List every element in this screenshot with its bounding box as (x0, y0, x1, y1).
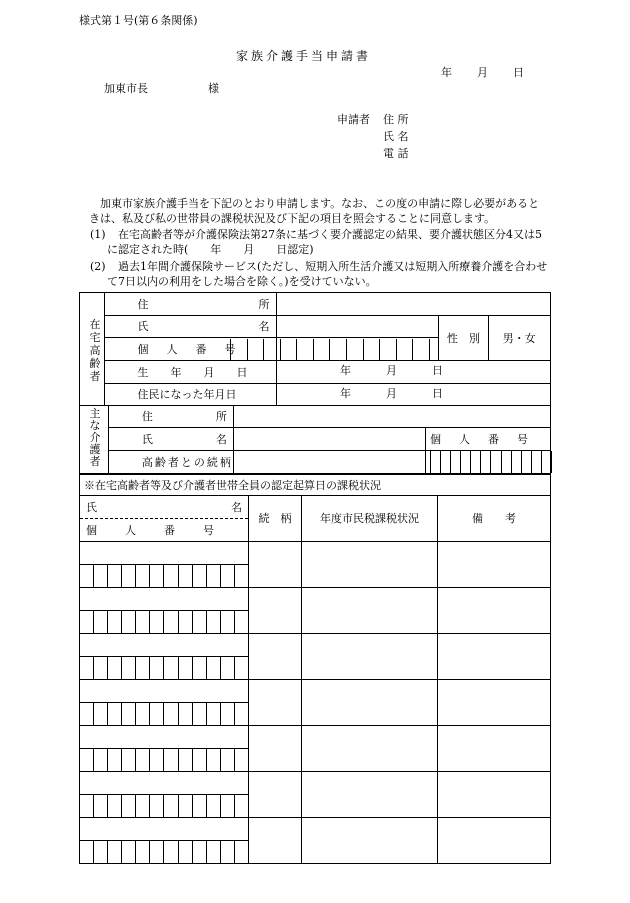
tax-relation-header: 続 柄 (249, 496, 302, 542)
table-row (80, 726, 551, 772)
tax-person-cell[interactable] (80, 726, 249, 772)
tax-id-header: 個人番号 (86, 523, 242, 537)
tax-remarks-field[interactable] (438, 680, 551, 726)
tax-status-field[interactable] (301, 818, 437, 864)
elderly-address-label-cell (104, 293, 276, 316)
caregiver-relation-field[interactable] (233, 451, 425, 474)
caregiver-relation-label: 高齢者との続柄 (108, 451, 233, 474)
form-number: 様式第１号(第６条関係) (79, 14, 198, 27)
elderly-birth-year: 年 (340, 364, 351, 377)
tax-status-field[interactable] (301, 726, 437, 772)
tax-id-boxes[interactable] (80, 611, 248, 633)
caregiver-name-field[interactable] (233, 428, 425, 451)
tax-person-cell[interactable] (80, 818, 249, 864)
tax-name-header: 氏 名 (86, 500, 242, 514)
tax-status-field[interactable] (301, 772, 437, 818)
tax-remarks-field[interactable] (438, 726, 551, 772)
tax-person-cell[interactable] (80, 588, 249, 634)
elderly-birth-field[interactable] (276, 361, 550, 384)
caregiver-address-label: 住 所 (141, 410, 227, 423)
caregiver-name-label: 氏 名 (141, 432, 227, 446)
elderly-resident-field[interactable] (276, 384, 550, 406)
tax-relation-field[interactable] (249, 726, 302, 772)
caregiver-id-label-cell (425, 428, 550, 451)
tax-status-field[interactable] (301, 634, 437, 680)
elderly-birth-label-cell (104, 361, 276, 384)
tax-relation-field[interactable] (249, 542, 302, 588)
date-day-label: 日 (513, 66, 524, 79)
applicant-name-label: 氏 名 (383, 130, 409, 143)
tax-status-field[interactable] (301, 542, 437, 588)
tax-heading-row (80, 475, 551, 496)
condition-1-text: 在宅高齢者等が介護保険法第27条に基づく要介護認定の結果、要介護状態区分4又は5に認定された時( 年 月 日認定) (107, 228, 542, 256)
tax-status-header: 年度市民税課税状況 (301, 496, 437, 542)
addressee: 加東市長 (104, 82, 148, 95)
tax-id-boxes[interactable] (80, 657, 248, 679)
tax-name-field[interactable] (80, 588, 248, 611)
tax-id-boxes[interactable] (80, 795, 248, 817)
tax-relation-field[interactable] (249, 680, 302, 726)
elderly-birth-day: 日 (432, 364, 443, 377)
page-title: 家族介護手当申請書 (236, 49, 372, 63)
tax-remarks-field[interactable] (438, 588, 551, 634)
tax-name-id-header (80, 496, 249, 542)
tax-remarks-field[interactable] (438, 634, 551, 680)
tax-status-field[interactable] (301, 680, 437, 726)
tax-name-field[interactable] (80, 680, 248, 703)
honorific: 様 (208, 82, 219, 95)
date-year-label: 年 (441, 66, 452, 79)
elderly-resident-label: 住民になった年月日 (104, 384, 276, 406)
tax-name-field[interactable] (80, 542, 248, 565)
elderly-address-label: 住 所 (137, 297, 270, 311)
elderly-address-field[interactable] (276, 293, 550, 316)
applicant-label: 申請者 (337, 113, 370, 126)
elderly-name-label-cell (104, 316, 276, 338)
elderly-resident-year: 年 (340, 387, 351, 400)
elderly-birth-label: 生年月日 (137, 365, 270, 379)
table-row (80, 680, 551, 726)
elderly-name-label: 氏 名 (137, 320, 270, 333)
tax-relation-field[interactable] (249, 818, 302, 864)
tax-relation-field[interactable] (249, 772, 302, 818)
elderly-sex-label: 性 別 (439, 316, 488, 361)
tax-id-boxes[interactable] (80, 841, 248, 863)
caregiver-name-label-cell (108, 428, 233, 451)
applicant-phone-label: 電 話 (383, 147, 409, 160)
tax-remarks-field[interactable] (438, 818, 551, 864)
tax-id-boxes[interactable] (80, 749, 248, 771)
caregiver-group-label: 主 な 介 護 者 (89, 407, 101, 468)
tax-status-field[interactable] (301, 588, 437, 634)
tax-relation-field[interactable] (249, 588, 302, 634)
tax-relation-field[interactable] (249, 634, 302, 680)
tax-remarks-field[interactable] (438, 772, 551, 818)
tax-id-boxes[interactable] (80, 703, 248, 725)
tax-person-cell[interactable] (80, 772, 249, 818)
condition-1-num: (1) (90, 228, 106, 241)
table-row (80, 818, 551, 864)
condition-2-text: 過去1年間介護保険サービス(ただし、短期入所生活介護又は短期入所療養介護を合わせて7日以内の利用をした場合を除く。)を受けていない。 (107, 260, 548, 288)
tax-name-field[interactable] (80, 818, 248, 841)
elderly-name-field[interactable] (276, 316, 439, 338)
table-row (80, 634, 551, 680)
elderly-group-label: 在 宅 高 齢 者 (89, 318, 101, 383)
caregiver-id-label: 個人番号 (429, 432, 546, 446)
tax-remarks-header: 備 考 (438, 496, 551, 542)
date-month-label: 月 (477, 66, 488, 79)
elderly-id-boxes[interactable] (230, 339, 430, 361)
caregiver-id-boxes[interactable] (430, 451, 552, 473)
tax-heading: ※在宅高齢者等及び介護者世帯全員の認定起算日の課税状況 (84, 479, 381, 492)
tax-person-cell[interactable] (80, 542, 249, 588)
tax-name-field[interactable] (80, 772, 248, 795)
elderly-resident-day: 日 (432, 387, 443, 400)
tax-name-field[interactable] (80, 726, 248, 749)
elderly-birth-month: 月 (386, 364, 397, 377)
tax-table (79, 474, 551, 864)
elderly-sex-value[interactable]: 男・女 (488, 316, 550, 361)
tax-person-cell[interactable] (80, 680, 249, 726)
applicant-address-label: 住 所 (383, 113, 409, 126)
elderly-id-label: 個人番号 (137, 342, 254, 356)
condition-2-num: (2) (90, 260, 106, 273)
tax-person-cell[interactable] (80, 634, 249, 680)
table-row (80, 772, 551, 818)
table-row (80, 588, 551, 634)
caregiver-address-label-cell (108, 406, 233, 428)
table-row (80, 542, 551, 588)
intro-text: 加東市家族介護手当を下記のとおり申請します。なお、この度の申請に際し必要があるときは、私及び私の世帯員の課税状況及び下記の項目を照会することに同意します。 (89, 197, 540, 225)
elderly-resident-month: 月 (386, 387, 397, 400)
caregiver-address-field[interactable] (233, 406, 550, 428)
tax-id-boxes[interactable] (80, 565, 248, 587)
tax-name-field[interactable] (80, 634, 248, 657)
tax-remarks-field[interactable] (438, 542, 551, 588)
